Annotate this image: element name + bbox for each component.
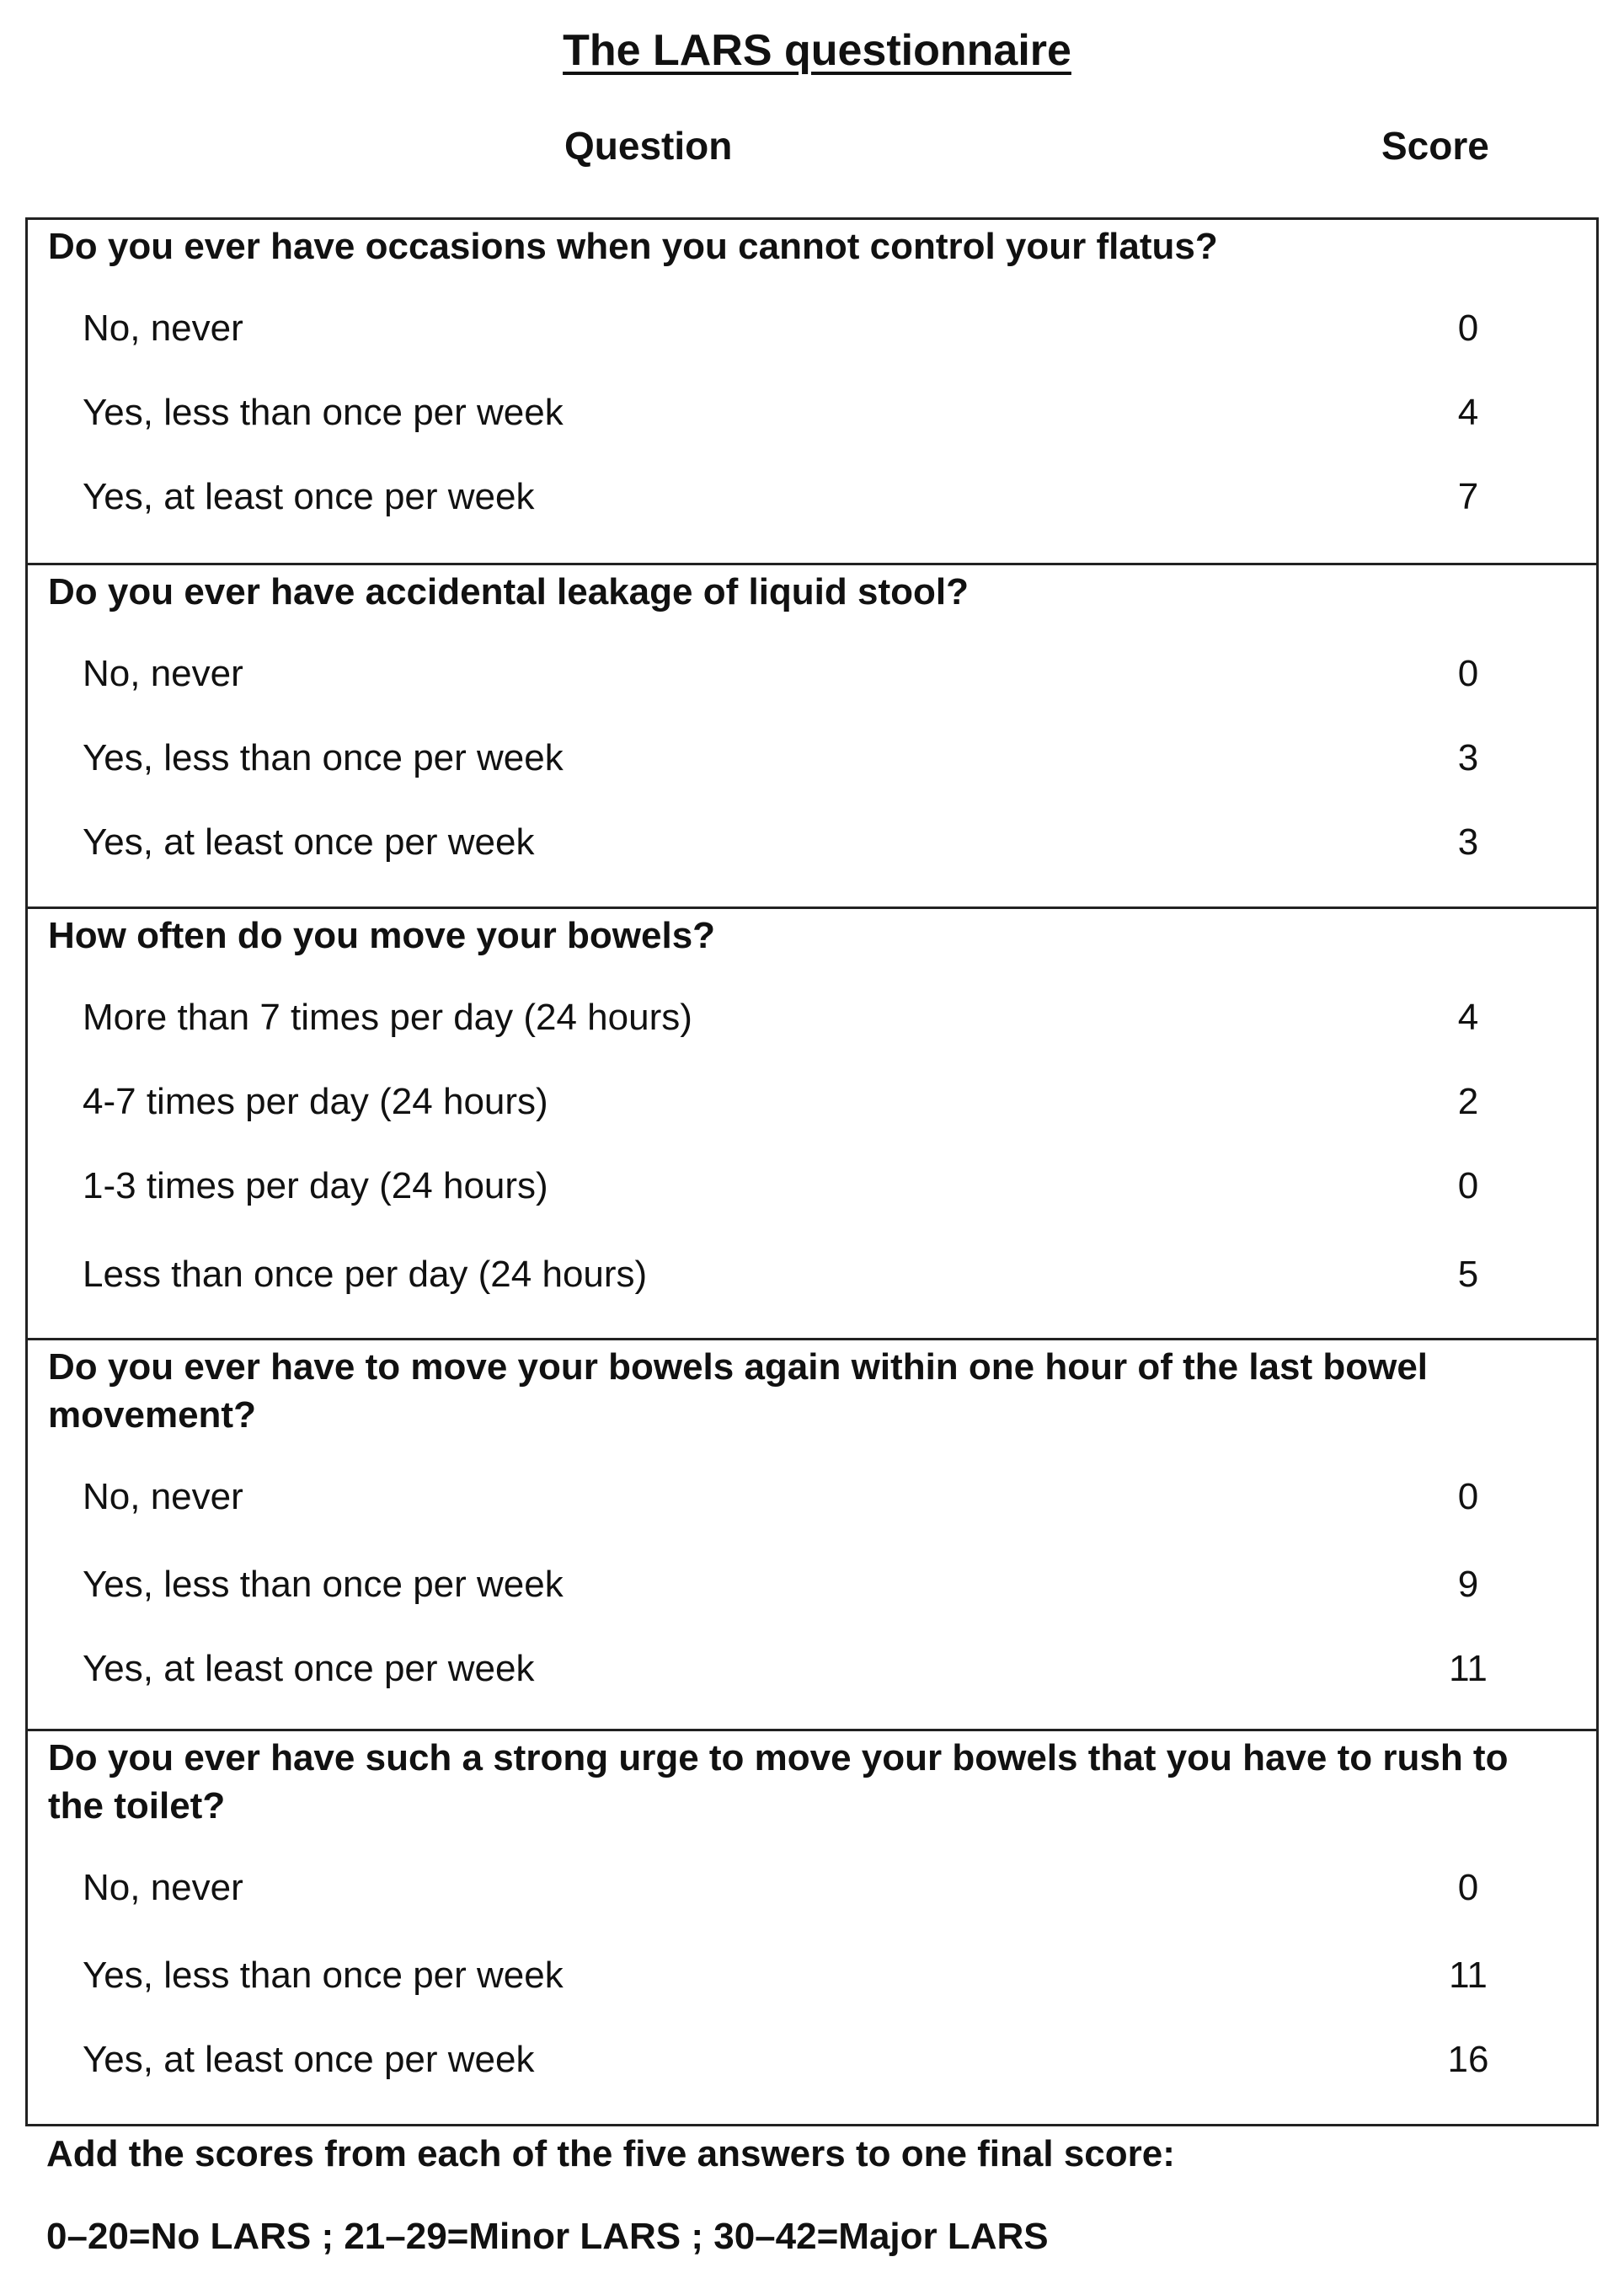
option-label: Yes, at least once per week — [83, 821, 535, 863]
question-section-urgency — [28, 1731, 1596, 2124]
option-score: 4 — [1457, 392, 1479, 433]
option-label: No, never — [83, 308, 243, 349]
option-score: 11 — [1449, 1955, 1488, 1996]
question-text: Do you ever have such a strong urge to move your bowels that you have to rush to the toilet? — [48, 1737, 1509, 1826]
option-score: 0 — [1457, 1476, 1479, 1517]
option-label: Yes, at least once per week — [83, 2039, 535, 2080]
option-score: 11 — [1449, 1648, 1488, 1689]
question-section-frequency — [28, 909, 1596, 1340]
question-text: Do you ever have occasions when you cannot control your flatus? — [48, 226, 1218, 267]
option-score: 2 — [1457, 1081, 1479, 1122]
option-label: Yes, less than once per week — [83, 1564, 564, 1605]
column-header-question: Question — [564, 124, 733, 168]
question-text: Do you ever have to move your bowels again within one hour of the last bowel movement? — [48, 1346, 1429, 1436]
option-label: More than 7 times per day (24 hours) — [83, 997, 692, 1038]
option-score: 0 — [1457, 1165, 1479, 1206]
option-score: 7 — [1457, 476, 1479, 517]
question-text: Do you ever have accidental leakage of liquid stool? — [48, 571, 969, 612]
option-label: Yes, at least once per week — [83, 1648, 535, 1689]
option-label: Less than once per day (24 hours) — [83, 1254, 648, 1295]
option-score: 3 — [1457, 737, 1479, 778]
page-title: The LARS questionnaire — [563, 26, 1071, 75]
scoring-scale: 0–20=No LARS ; 21–29=Minor LARS ; 30–42=Major LARS — [46, 2216, 1049, 2257]
column-header-score: Score — [1381, 124, 1489, 168]
option-score: 0 — [1457, 308, 1479, 349]
option-label: No, never — [83, 1476, 243, 1517]
option-score: 0 — [1457, 653, 1479, 694]
option-label: Yes, less than once per week — [83, 392, 564, 433]
option-score: 16 — [1447, 2039, 1489, 2080]
option-label: Yes, at least once per week — [83, 476, 535, 517]
option-score: 9 — [1457, 1564, 1479, 1605]
question-text: How often do you move your bowels? — [48, 915, 716, 956]
option-score: 0 — [1457, 1867, 1479, 1908]
question-section-flatus — [28, 220, 1596, 565]
option-label: No, never — [83, 653, 243, 694]
option-label: Yes, less than once per week — [83, 737, 564, 778]
option-label: No, never — [83, 1867, 243, 1908]
option-label: 1-3 times per day (24 hours) — [83, 1165, 548, 1206]
question-section-repeat-movement — [28, 1340, 1596, 1731]
questionnaire-table — [25, 217, 1599, 2126]
option-score: 4 — [1457, 997, 1479, 1038]
option-score: 5 — [1457, 1254, 1479, 1295]
option-label: 4-7 times per day (24 hours) — [83, 1081, 548, 1122]
scoring-instruction: Add the scores from each of the five answers to one final score: — [46, 2133, 1175, 2174]
question-section-liquid-stool — [28, 565, 1596, 909]
option-label: Yes, less than once per week — [83, 1955, 564, 1996]
option-score: 3 — [1457, 821, 1479, 863]
